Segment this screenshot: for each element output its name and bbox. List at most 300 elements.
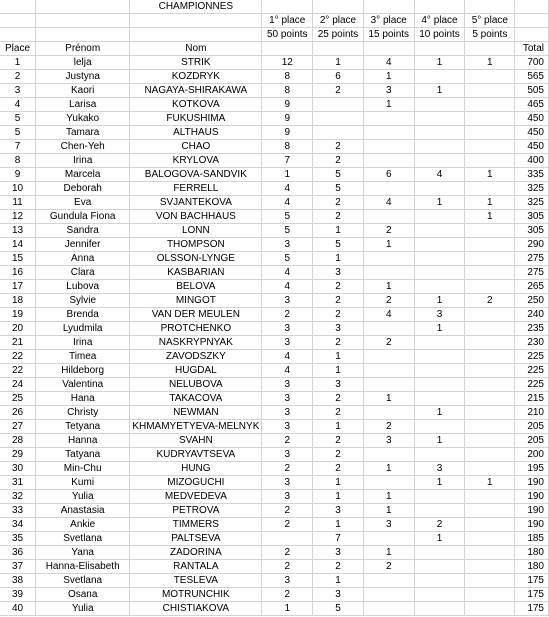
cell-third[interactable] bbox=[363, 182, 414, 196]
cell-fourth[interactable] bbox=[414, 98, 465, 112]
cell-total[interactable]: 305 bbox=[515, 210, 549, 224]
cell-prenom[interactable]: Kumi bbox=[36, 476, 130, 490]
cell-fourth[interactable] bbox=[414, 210, 465, 224]
cell-place[interactable]: 19 bbox=[0, 308, 36, 322]
cell-third[interactable]: 6 bbox=[363, 168, 414, 182]
cell-fourth[interactable] bbox=[414, 266, 465, 280]
cell-fifth[interactable] bbox=[465, 490, 515, 504]
header-cell[interactable] bbox=[130, 28, 262, 42]
cell-first[interactable]: 8 bbox=[262, 84, 313, 98]
cell-fourth[interactable] bbox=[414, 140, 465, 154]
cell-fifth[interactable] bbox=[465, 434, 515, 448]
cell-place[interactable]: 37 bbox=[0, 560, 36, 574]
cell-third[interactable] bbox=[363, 588, 414, 602]
cell-place[interactable]: 28 bbox=[0, 434, 36, 448]
cell-third[interactable]: 1 bbox=[363, 392, 414, 406]
cell-third[interactable]: 1 bbox=[363, 462, 414, 476]
cell-second[interactable] bbox=[313, 98, 364, 112]
cell-place[interactable]: 1 bbox=[0, 56, 36, 70]
cell-nom[interactable]: KOZDRYK bbox=[130, 70, 262, 84]
cell-second[interactable]: 2 bbox=[313, 308, 364, 322]
cell-prenom[interactable]: Yukako bbox=[36, 112, 130, 126]
cell-first[interactable]: 3 bbox=[262, 476, 313, 490]
cell-nom[interactable]: RANTALA bbox=[130, 560, 262, 574]
header-cell[interactable]: 1° place bbox=[262, 14, 313, 28]
cell-total[interactable]: 465 bbox=[515, 98, 549, 112]
cell-fifth[interactable] bbox=[465, 448, 515, 462]
column-header-first[interactable] bbox=[262, 42, 313, 56]
cell-total[interactable]: 240 bbox=[515, 308, 549, 322]
cell-total[interactable]: 400 bbox=[515, 154, 549, 168]
cell-fifth[interactable] bbox=[465, 112, 515, 126]
cell-nom[interactable]: MEDVEDEVA bbox=[130, 490, 262, 504]
cell-place[interactable]: 14 bbox=[0, 238, 36, 252]
cell-first[interactable]: 3 bbox=[262, 378, 313, 392]
cell-nom[interactable]: FUKUSHIMA bbox=[130, 112, 262, 126]
cell-second[interactable]: 3 bbox=[313, 266, 364, 280]
cell-nom[interactable]: MIZOGUCHI bbox=[130, 476, 262, 490]
cell-second[interactable]: 2 bbox=[313, 406, 364, 420]
cell-fifth[interactable] bbox=[465, 560, 515, 574]
cell-place[interactable]: 32 bbox=[0, 490, 36, 504]
cell-fourth[interactable] bbox=[414, 112, 465, 126]
cell-third[interactable]: 3 bbox=[363, 434, 414, 448]
cell-first[interactable]: 1 bbox=[262, 602, 313, 616]
cell-first[interactable]: 2 bbox=[262, 560, 313, 574]
empty-cell[interactable] bbox=[313, 0, 364, 14]
cell-second[interactable]: 1 bbox=[313, 574, 364, 588]
cell-first[interactable]: 4 bbox=[262, 196, 313, 210]
cell-fourth[interactable] bbox=[414, 336, 465, 350]
cell-fifth[interactable] bbox=[465, 280, 515, 294]
cell-nom[interactable]: KASBARIAN bbox=[130, 266, 262, 280]
cell-nom[interactable]: CHISTIAKOVA bbox=[130, 602, 262, 616]
cell-prenom[interactable]: Deborah bbox=[36, 182, 130, 196]
cell-place[interactable]: 22 bbox=[0, 350, 36, 364]
cell-prenom[interactable]: Yana bbox=[36, 546, 130, 560]
cell-second[interactable] bbox=[313, 112, 364, 126]
cell-total[interactable]: 175 bbox=[515, 588, 549, 602]
cell-second[interactable]: 1 bbox=[313, 476, 364, 490]
cell-third[interactable] bbox=[363, 532, 414, 546]
cell-total[interactable]: 190 bbox=[515, 518, 549, 532]
cell-prenom[interactable]: Tetyana bbox=[36, 420, 130, 434]
cell-first[interactable]: 2 bbox=[262, 546, 313, 560]
header-cell[interactable]: 25 points bbox=[313, 28, 364, 42]
cell-total[interactable]: 210 bbox=[515, 406, 549, 420]
cell-prenom[interactable]: Kaori bbox=[36, 84, 130, 98]
cell-fourth[interactable]: 1 bbox=[414, 532, 465, 546]
cell-total[interactable]: 195 bbox=[515, 462, 549, 476]
cell-first[interactable]: 9 bbox=[262, 98, 313, 112]
cell-fourth[interactable]: 4 bbox=[414, 168, 465, 182]
cell-total[interactable]: 205 bbox=[515, 434, 549, 448]
cell-total[interactable]: 200 bbox=[515, 448, 549, 462]
cell-prenom[interactable]: Jennifer bbox=[36, 238, 130, 252]
header-cell[interactable]: 3° place bbox=[363, 14, 414, 28]
cell-fifth[interactable] bbox=[465, 224, 515, 238]
header-cell[interactable]: 50 points bbox=[262, 28, 313, 42]
cell-total[interactable]: 275 bbox=[515, 252, 549, 266]
cell-prenom[interactable]: Marcela bbox=[36, 168, 130, 182]
cell-fifth[interactable] bbox=[465, 252, 515, 266]
cell-total[interactable]: 180 bbox=[515, 546, 549, 560]
cell-third[interactable]: 1 bbox=[363, 280, 414, 294]
cell-first[interactable]: 4 bbox=[262, 280, 313, 294]
cell-nom[interactable]: STRIK bbox=[130, 56, 262, 70]
cell-place[interactable]: 13 bbox=[0, 224, 36, 238]
cell-fifth[interactable] bbox=[465, 140, 515, 154]
cell-first[interactable]: 1 bbox=[262, 168, 313, 182]
cell-third[interactable] bbox=[363, 574, 414, 588]
cell-third[interactable]: 2 bbox=[363, 420, 414, 434]
cell-prenom[interactable]: Ankie bbox=[36, 518, 130, 532]
cell-fourth[interactable] bbox=[414, 182, 465, 196]
cell-total[interactable]: 190 bbox=[515, 490, 549, 504]
sheet-title-cell[interactable]: CHAMPIONNES bbox=[130, 0, 262, 14]
cell-fourth[interactable] bbox=[414, 378, 465, 392]
cell-place[interactable]: 11 bbox=[0, 196, 36, 210]
cell-place[interactable]: 36 bbox=[0, 546, 36, 560]
cell-nom[interactable]: MOTRUNCHIK bbox=[130, 588, 262, 602]
cell-second[interactable]: 3 bbox=[313, 378, 364, 392]
cell-nom[interactable]: ZAVODSZKY bbox=[130, 350, 262, 364]
cell-nom[interactable]: KOTKOVA bbox=[130, 98, 262, 112]
cell-fourth[interactable] bbox=[414, 602, 465, 616]
cell-nom[interactable]: NASKRYPNYAK bbox=[130, 336, 262, 350]
cell-prenom[interactable]: Chen-Yeh bbox=[36, 140, 130, 154]
cell-fourth[interactable]: 1 bbox=[414, 84, 465, 98]
cell-place[interactable]: 4 bbox=[0, 98, 36, 112]
cell-first[interactable]: 2 bbox=[262, 462, 313, 476]
cell-nom[interactable]: NEWMAN bbox=[130, 406, 262, 420]
cell-first[interactable]: 8 bbox=[262, 70, 313, 84]
cell-third[interactable]: 2 bbox=[363, 294, 414, 308]
header-cell[interactable] bbox=[36, 14, 130, 28]
cell-first[interactable]: 8 bbox=[262, 140, 313, 154]
cell-fifth[interactable]: 1 bbox=[465, 56, 515, 70]
cell-total[interactable]: 180 bbox=[515, 560, 549, 574]
cell-place[interactable]: 31 bbox=[0, 476, 36, 490]
empty-cell[interactable] bbox=[465, 0, 515, 14]
cell-nom[interactable]: VON BACHHAUS bbox=[130, 210, 262, 224]
cell-second[interactable]: 1 bbox=[313, 420, 364, 434]
header-cell[interactable] bbox=[515, 28, 549, 42]
cell-total[interactable]: 325 bbox=[515, 182, 549, 196]
empty-cell[interactable] bbox=[262, 0, 313, 14]
cell-second[interactable]: 2 bbox=[313, 210, 364, 224]
cell-place[interactable]: 39 bbox=[0, 588, 36, 602]
cell-prenom[interactable]: Eva bbox=[36, 196, 130, 210]
cell-first[interactable]: 3 bbox=[262, 238, 313, 252]
cell-prenom[interactable]: Lyudmila bbox=[36, 322, 130, 336]
cell-place[interactable]: 30 bbox=[0, 462, 36, 476]
cell-total[interactable]: 230 bbox=[515, 336, 549, 350]
cell-fifth[interactable] bbox=[465, 126, 515, 140]
column-header-total[interactable]: Total bbox=[515, 42, 549, 56]
cell-first[interactable]: 2 bbox=[262, 308, 313, 322]
cell-nom[interactable]: HUGDAL bbox=[130, 364, 262, 378]
cell-fifth[interactable] bbox=[465, 462, 515, 476]
cell-fifth[interactable]: 1 bbox=[465, 168, 515, 182]
cell-third[interactable]: 1 bbox=[363, 490, 414, 504]
cell-nom[interactable]: NELUBOVA bbox=[130, 378, 262, 392]
cell-second[interactable]: 3 bbox=[313, 322, 364, 336]
cell-total[interactable]: 175 bbox=[515, 574, 549, 588]
cell-total[interactable]: 225 bbox=[515, 350, 549, 364]
cell-fourth[interactable]: 1 bbox=[414, 56, 465, 70]
cell-prenom[interactable]: Yulia bbox=[36, 602, 130, 616]
cell-nom[interactable]: TIMMERS bbox=[130, 518, 262, 532]
cell-total[interactable]: 450 bbox=[515, 126, 549, 140]
cell-nom[interactable]: PALTSEVA bbox=[130, 532, 262, 546]
cell-nom[interactable]: KRYLOVA bbox=[130, 154, 262, 168]
cell-total[interactable]: 290 bbox=[515, 238, 549, 252]
column-header-fifth[interactable] bbox=[465, 42, 515, 56]
cell-first[interactable]: 3 bbox=[262, 392, 313, 406]
cell-fourth[interactable] bbox=[414, 588, 465, 602]
column-header-second[interactable] bbox=[313, 42, 364, 56]
cell-first[interactable] bbox=[262, 532, 313, 546]
cell-total[interactable]: 225 bbox=[515, 378, 549, 392]
cell-total[interactable]: 190 bbox=[515, 504, 549, 518]
cell-prenom[interactable]: Sylvie bbox=[36, 294, 130, 308]
cell-fifth[interactable] bbox=[465, 504, 515, 518]
cell-first[interactable]: 3 bbox=[262, 420, 313, 434]
cell-place[interactable]: 7 bbox=[0, 140, 36, 154]
cell-place[interactable]: 26 bbox=[0, 406, 36, 420]
header-cell[interactable] bbox=[515, 14, 549, 28]
empty-cell[interactable] bbox=[36, 0, 130, 14]
cell-fourth[interactable] bbox=[414, 280, 465, 294]
cell-third[interactable]: 3 bbox=[363, 84, 414, 98]
cell-first[interactable]: 3 bbox=[262, 490, 313, 504]
cell-third[interactable]: 1 bbox=[363, 504, 414, 518]
cell-second[interactable]: 5 bbox=[313, 238, 364, 252]
cell-fourth[interactable]: 2 bbox=[414, 518, 465, 532]
cell-third[interactable] bbox=[363, 448, 414, 462]
cell-place[interactable]: 21 bbox=[0, 336, 36, 350]
cell-prenom[interactable]: Gundula Fiona bbox=[36, 210, 130, 224]
cell-fifth[interactable]: 1 bbox=[465, 210, 515, 224]
cell-fifth[interactable] bbox=[465, 406, 515, 420]
cell-second[interactable]: 3 bbox=[313, 546, 364, 560]
empty-cell[interactable] bbox=[0, 0, 36, 14]
cell-fifth[interactable]: 2 bbox=[465, 294, 515, 308]
cell-nom[interactable]: THOMPSON bbox=[130, 238, 262, 252]
cell-fourth[interactable] bbox=[414, 126, 465, 140]
cell-prenom[interactable]: Svetlana bbox=[36, 574, 130, 588]
cell-second[interactable] bbox=[313, 126, 364, 140]
cell-prenom[interactable]: Hanna bbox=[36, 434, 130, 448]
cell-place[interactable]: 3 bbox=[0, 84, 36, 98]
cell-fourth[interactable] bbox=[414, 154, 465, 168]
cell-first[interactable]: 3 bbox=[262, 448, 313, 462]
cell-total[interactable]: 505 bbox=[515, 84, 549, 98]
cell-first[interactable]: 5 bbox=[262, 210, 313, 224]
cell-fourth[interactable] bbox=[414, 70, 465, 84]
cell-nom[interactable]: ZADORINA bbox=[130, 546, 262, 560]
cell-fourth[interactable] bbox=[414, 448, 465, 462]
cell-third[interactable] bbox=[363, 252, 414, 266]
cell-nom[interactable]: BELOVA bbox=[130, 280, 262, 294]
cell-fourth[interactable]: 3 bbox=[414, 308, 465, 322]
cell-fourth[interactable]: 3 bbox=[414, 462, 465, 476]
cell-nom[interactable]: TAKACOVA bbox=[130, 392, 262, 406]
cell-prenom[interactable]: lelja bbox=[36, 56, 130, 70]
cell-place[interactable]: 15 bbox=[0, 252, 36, 266]
cell-first[interactable]: 2 bbox=[262, 588, 313, 602]
cell-nom[interactable]: NAGAYA-SHIRAKAWA bbox=[130, 84, 262, 98]
cell-fifth[interactable]: 1 bbox=[465, 476, 515, 490]
empty-cell[interactable] bbox=[515, 0, 549, 14]
cell-place[interactable]: 38 bbox=[0, 574, 36, 588]
cell-first[interactable]: 4 bbox=[262, 182, 313, 196]
cell-place[interactable]: 22 bbox=[0, 364, 36, 378]
cell-fourth[interactable]: 1 bbox=[414, 294, 465, 308]
cell-fifth[interactable] bbox=[465, 308, 515, 322]
cell-first[interactable]: 3 bbox=[262, 574, 313, 588]
cell-third[interactable] bbox=[363, 210, 414, 224]
cell-nom[interactable]: PETROVA bbox=[130, 504, 262, 518]
cell-fifth[interactable] bbox=[465, 336, 515, 350]
cell-place[interactable]: 18 bbox=[0, 294, 36, 308]
cell-second[interactable]: 2 bbox=[313, 280, 364, 294]
cell-fifth[interactable] bbox=[465, 182, 515, 196]
cell-fifth[interactable] bbox=[465, 322, 515, 336]
empty-cell[interactable] bbox=[363, 0, 414, 14]
cell-prenom[interactable]: Svetlana bbox=[36, 532, 130, 546]
cell-second[interactable]: 1 bbox=[313, 56, 364, 70]
cell-place[interactable]: 35 bbox=[0, 532, 36, 546]
cell-first[interactable]: 5 bbox=[262, 252, 313, 266]
cell-fourth[interactable]: 1 bbox=[414, 406, 465, 420]
cell-first[interactable]: 4 bbox=[262, 350, 313, 364]
cell-prenom[interactable]: Yulia bbox=[36, 490, 130, 504]
cell-place[interactable]: 29 bbox=[0, 448, 36, 462]
cell-nom[interactable]: LONN bbox=[130, 224, 262, 238]
header-cell[interactable]: 2° place bbox=[313, 14, 364, 28]
cell-total[interactable]: 325 bbox=[515, 196, 549, 210]
cell-second[interactable]: 2 bbox=[313, 196, 364, 210]
cell-place[interactable]: 34 bbox=[0, 518, 36, 532]
header-cell[interactable] bbox=[130, 14, 262, 28]
cell-fifth[interactable] bbox=[465, 588, 515, 602]
cell-fourth[interactable] bbox=[414, 252, 465, 266]
cell-first[interactable]: 2 bbox=[262, 504, 313, 518]
cell-place[interactable]: 25 bbox=[0, 392, 36, 406]
cell-prenom[interactable]: Tamara bbox=[36, 126, 130, 140]
cell-place[interactable]: 40 bbox=[0, 602, 36, 616]
cell-fifth[interactable] bbox=[465, 98, 515, 112]
cell-second[interactable]: 2 bbox=[313, 140, 364, 154]
cell-nom[interactable]: FERRELL bbox=[130, 182, 262, 196]
cell-nom[interactable]: TESLEVA bbox=[130, 574, 262, 588]
header-cell[interactable]: 10 points bbox=[414, 28, 465, 42]
cell-first[interactable]: 9 bbox=[262, 126, 313, 140]
cell-fourth[interactable]: 1 bbox=[414, 196, 465, 210]
cell-second[interactable]: 3 bbox=[313, 504, 364, 518]
cell-prenom[interactable]: Anastasia bbox=[36, 504, 130, 518]
cell-total[interactable]: 235 bbox=[515, 322, 549, 336]
cell-second[interactable]: 2 bbox=[313, 294, 364, 308]
cell-fifth[interactable] bbox=[465, 70, 515, 84]
header-cell[interactable]: 5° place bbox=[465, 14, 515, 28]
cell-total[interactable]: 265 bbox=[515, 280, 549, 294]
cell-nom[interactable]: SVAHN bbox=[130, 434, 262, 448]
cell-third[interactable] bbox=[363, 364, 414, 378]
cell-place[interactable]: 27 bbox=[0, 420, 36, 434]
cell-prenom[interactable]: Valentina bbox=[36, 378, 130, 392]
cell-place[interactable]: 17 bbox=[0, 280, 36, 294]
cell-fourth[interactable] bbox=[414, 574, 465, 588]
cell-place[interactable]: 10 bbox=[0, 182, 36, 196]
cell-third[interactable] bbox=[363, 266, 414, 280]
header-cell[interactable] bbox=[36, 28, 130, 42]
cell-fifth[interactable] bbox=[465, 574, 515, 588]
cell-total[interactable]: 335 bbox=[515, 168, 549, 182]
cell-total[interactable]: 275 bbox=[515, 266, 549, 280]
column-header-prenom[interactable]: Prénom bbox=[36, 42, 130, 56]
cell-place[interactable]: 33 bbox=[0, 504, 36, 518]
cell-second[interactable]: 1 bbox=[313, 350, 364, 364]
cell-prenom[interactable]: Hildeborg bbox=[36, 364, 130, 378]
cell-nom[interactable]: HUNG bbox=[130, 462, 262, 476]
cell-third[interactable] bbox=[363, 140, 414, 154]
cell-third[interactable] bbox=[363, 476, 414, 490]
cell-fifth[interactable]: 1 bbox=[465, 196, 515, 210]
cell-total[interactable]: 225 bbox=[515, 364, 549, 378]
cell-second[interactable]: 1 bbox=[313, 224, 364, 238]
cell-first[interactable]: 3 bbox=[262, 322, 313, 336]
cell-prenom[interactable]: Lubova bbox=[36, 280, 130, 294]
header-cell[interactable] bbox=[0, 14, 36, 28]
cell-prenom[interactable]: Irina bbox=[36, 154, 130, 168]
cell-total[interactable]: 185 bbox=[515, 532, 549, 546]
cell-place[interactable]: 24 bbox=[0, 378, 36, 392]
cell-third[interactable] bbox=[363, 406, 414, 420]
cell-second[interactable]: 5 bbox=[313, 182, 364, 196]
header-cell[interactable]: 4° place bbox=[414, 14, 465, 28]
cell-nom[interactable]: VAN DER MEULEN bbox=[130, 308, 262, 322]
cell-nom[interactable]: MINGOT bbox=[130, 294, 262, 308]
cell-fifth[interactable] bbox=[465, 392, 515, 406]
cell-fourth[interactable]: 1 bbox=[414, 322, 465, 336]
column-header-fourth[interactable] bbox=[414, 42, 465, 56]
cell-second[interactable]: 2 bbox=[313, 448, 364, 462]
cell-fifth[interactable] bbox=[465, 518, 515, 532]
cell-third[interactable]: 4 bbox=[363, 308, 414, 322]
cell-third[interactable]: 1 bbox=[363, 238, 414, 252]
cell-fourth[interactable] bbox=[414, 350, 465, 364]
cell-place[interactable]: 16 bbox=[0, 266, 36, 280]
cell-fifth[interactable] bbox=[465, 238, 515, 252]
cell-second[interactable]: 1 bbox=[313, 252, 364, 266]
cell-fifth[interactable] bbox=[465, 266, 515, 280]
cell-prenom[interactable]: Tatyana bbox=[36, 448, 130, 462]
header-cell[interactable]: 15 points bbox=[363, 28, 414, 42]
cell-first[interactable]: 7 bbox=[262, 154, 313, 168]
cell-prenom[interactable]: Osana bbox=[36, 588, 130, 602]
cell-second[interactable]: 2 bbox=[313, 392, 364, 406]
cell-second[interactable]: 2 bbox=[313, 462, 364, 476]
cell-third[interactable]: 4 bbox=[363, 56, 414, 70]
cell-fourth[interactable] bbox=[414, 490, 465, 504]
cell-nom[interactable]: SVJANTEKOVA bbox=[130, 196, 262, 210]
cell-nom[interactable]: KUDRYAVTSEVA bbox=[130, 448, 262, 462]
cell-nom[interactable]: OLSSON-LYNGE bbox=[130, 252, 262, 266]
cell-third[interactable]: 2 bbox=[363, 224, 414, 238]
